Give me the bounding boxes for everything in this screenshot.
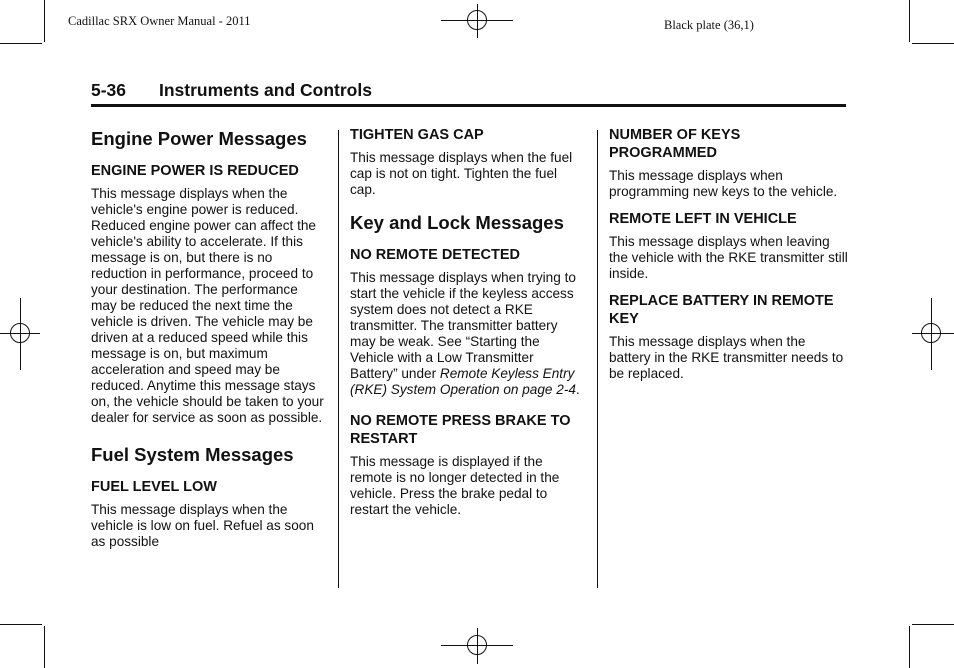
heading-engine-power-messages: Engine Power Messages	[91, 128, 307, 149]
plate-left-text: Cadillac SRX Owner Manual - 2011	[68, 14, 251, 28]
text-no-remote-detected-end: .	[575, 382, 580, 397]
heading-remote-left-in-vehicle: REMOTE LEFT IN VEHICLE	[609, 211, 797, 227]
heading-fuel-system-messages: Fuel System Messages	[91, 444, 294, 465]
plate-right-text: Black plate (36,1)	[664, 18, 754, 32]
section-title: Instruments and Controls	[159, 80, 372, 100]
heading-replace-battery-in-remote-key: REPLACE BATTERY IN REMOTE KEY	[609, 293, 834, 327]
text-replace-battery-in-remote-key: This message displays when the battery in the RKE transmitter needs to be replaced.	[609, 334, 844, 381]
heading-key-and-lock-messages: Key and Lock Messages	[350, 212, 564, 233]
page-header	[91, 80, 846, 107]
page-number: 5-36	[91, 80, 127, 100]
heading-no-remote-press-brake: NO REMOTE PRESS BRAKE TO RESTART	[350, 413, 571, 447]
column-1	[91, 124, 327, 560]
text-fuel-level-low: This message displays when the vehicle is low on fuel. Refuel as soon as possible	[91, 502, 314, 549]
text-remote-left-in-vehicle: This message displays when leaving the vehicle with the RKE transmitter still inside.	[609, 234, 848, 281]
heading-engine-power-reduced: ENGINE POWER IS REDUCED	[91, 163, 299, 179]
text-tighten-gas-cap: This message displays when the fuel cap is not on tight. Tighten the fuel cap.	[350, 150, 573, 197]
heading-number-of-keys-programmed: NUMBER OF KEYS PROGRAMMED	[609, 127, 741, 161]
text-engine-power-reduced: This message displays when the vehicle's engine power is reduced. Reduced engine power can affect the vehicle's ability to accelerate. If this message is on, but there is no reduction in performance, proceed to your destination. The performance may be reduced the next time the vehicle is driven. The vehicle may be driven at a reduced speed while this message is on, but maximum acceleration and speed may be reduced. Anytime this message stays on, the vehicle should be taken to your dealer for service as soon as possible.	[91, 186, 324, 425]
text-no-remote-detected-body: This message displays when trying to start the vehicle if the keyless access system does not detect a RKE transmitter. The transmitter battery may be weak. See “Starting the Vehicle with a Low Transmitter Battery” under	[350, 270, 576, 381]
column-2	[350, 126, 584, 528]
column-divider-1	[338, 130, 339, 588]
text-no-remote-press-brake: This message is displayed if the remote is no longer detected in the vehicle. Press the brake pedal to restart the vehicle.	[350, 454, 560, 517]
heading-fuel-level-low: FUEL LEVEL LOW	[91, 479, 217, 495]
cross-reference-link: Remote Keyless Entry (RKE) System Operation on page 2-4	[350, 366, 576, 397]
heading-no-remote-detected: NO REMOTE DETECTED	[350, 247, 520, 263]
column-3	[609, 126, 849, 392]
text-number-of-keys-programmed: This message displays when programming new keys to the vehicle.	[609, 168, 838, 199]
column-divider-2	[597, 130, 598, 588]
heading-tighten-gas-cap: TIGHTEN GAS CAP	[350, 127, 484, 143]
text-no-remote-detected	[350, 270, 584, 398]
